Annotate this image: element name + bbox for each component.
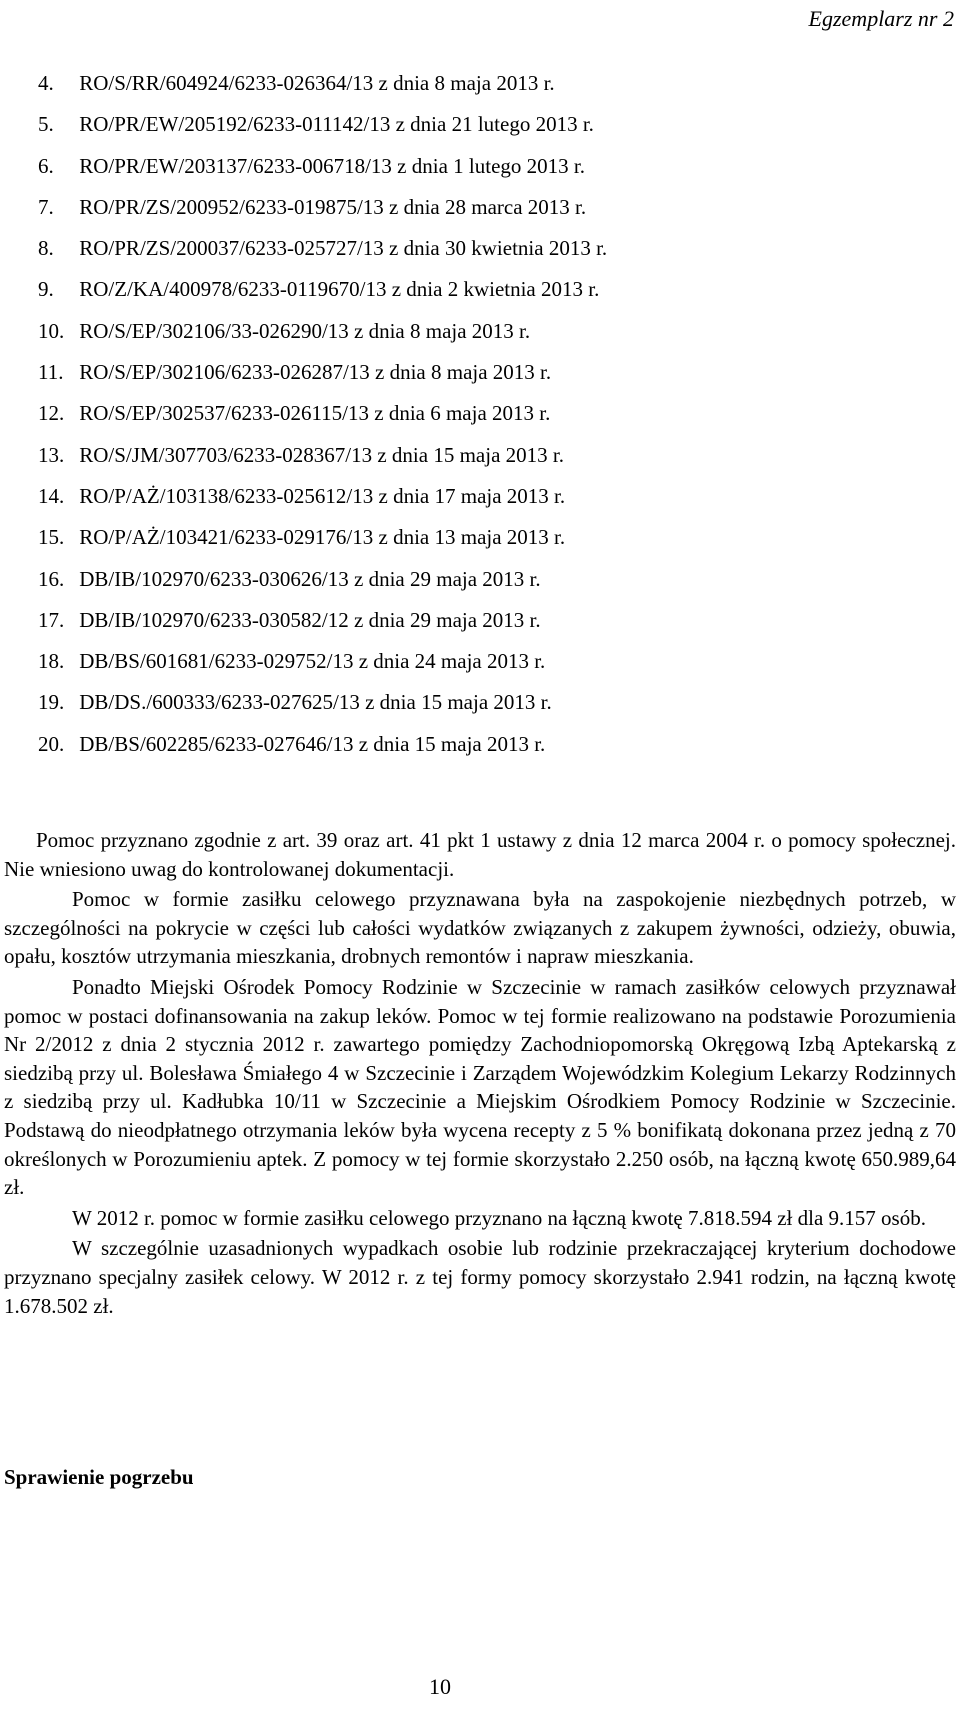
list-item-number: 5. (38, 112, 54, 137)
list-item (38, 559, 607, 600)
paragraph-2012-total: W 2012 r. pomoc w formie zasiłku celowego przyznano na łączną kwotę 7.818.594 zł dla 9.157 osób. (72, 1205, 926, 1230)
list-item-number: 4. (38, 71, 54, 95)
list-item-number: 19. (38, 690, 65, 715)
list-item-text: DB/IB/102970/6233-030626/13 z dnia 29 maja 2013 r. (79, 566, 541, 591)
list-item-text: RO/PR/ZS/200952/6233-019875/13 z dnia 28 marca 2013 r. (79, 194, 587, 219)
page-number: 10 (429, 1674, 451, 1699)
list-item-text: DB/BS/602285/6233-027646/13 z dnia 15 maja 2013 r. (79, 731, 546, 756)
list-item (38, 352, 607, 393)
list-item-number: 20. (38, 731, 65, 756)
list-item-number: 6. (38, 153, 54, 178)
list-item-number: 10. (38, 318, 65, 343)
list-item-text: RO/PR/EW/203137/6233-006718/13 z dnia 1 lutego 2013 r. (79, 153, 585, 178)
list-item (38, 682, 607, 723)
paragraph-purpose-of-aid: Pomoc w formie zasiłku celowego przyznawana była na zaspokojenie niezbędnych potrzeb, w szczególności na pokrycie w części lub całości wydatków związanych z zakupem żywności, odzieży, obuwia, opału, kosztów utrzymania mieszkania, drobnych remontów i napraw mieszkania. (4, 887, 956, 969)
list-item (38, 476, 607, 517)
list-item (38, 517, 607, 558)
list-item-text: DB/DS./600333/6233-027625/13 z dnia 15 maja 2013 r. (79, 690, 552, 715)
list-item-text: RO/S/RR/604924/6233-026364/13 z dnia 8 maja 2013 r. (79, 71, 555, 95)
list-item (38, 641, 607, 682)
list-item (38, 393, 607, 434)
list-item-number: 7. (38, 194, 54, 219)
list-item-number: 18. (38, 649, 65, 674)
list-item-number: 11. (38, 360, 64, 385)
list-item-number: 16. (38, 566, 65, 591)
list-item (38, 187, 607, 228)
paragraph-medication-aid: Ponadto Miejski Ośrodek Pomocy Rodzinie w Szczecinie w ramach zasiłków celowych przyznawał pomoc w postaci dofinansowania na zakup leków. Pomoc w tej formie realizowano na podstawie Porozumienia Nr 2/2012 z dnia 2 stycznia 2012 r. zawartego pomiędzy Zachodniopomorską Okręgową Izbą Aptekarską z siedzibą przy ul. Bolesława Śmiałego 4 w Szczecinie i Zarządem Wojewódzkim Kolegium Lekarzy Rodzinnych z siedzibą przy ul. Kadłubka 10/11 w Szczecinie a Miejskim Ośrodkiem Pomocy Rodzinie w Szczecinie. Podstawą do nieodpłatnego otrzymania leków była wycena recepty z 5 % bonifikatą dokonana przez jedną z 70 określonych w Porozumieniu aptek. Z pomocy w tej formie skorzystało 2.250 osób, na łączną kwotę 650.989,64 zł. (4, 974, 956, 1200)
list-item (38, 311, 607, 352)
list-item-text: RO/S/EP/302106/33-026290/13 z dnia 8 maja 2013 r. (79, 318, 531, 343)
list-item-number: 13. (38, 442, 65, 467)
list-item (38, 104, 607, 145)
list-item-number: 8. (38, 236, 54, 261)
list-item (38, 228, 607, 269)
list-item-text: RO/S/EP/302106/6233-026287/13 z dnia 8 maja 2013 r. (79, 360, 552, 385)
list-item (38, 600, 607, 641)
list-item-text: DB/BS/601681/6233-029752/13 z dnia 24 maja 2013 r. (79, 649, 546, 674)
list-item (38, 146, 607, 187)
list-item-text: DB/IB/102970/6233-030582/12 z dnia 29 maja 2013 r. (79, 607, 541, 632)
list-item-text: RO/Z/KA/400978/6233-0119670/13 z dnia 2 kwietnia 2013 r. (79, 277, 600, 302)
list-item-text: RO/P/AŻ/103138/6233-025612/13 z dnia 17 maja 2013 r. (79, 483, 566, 508)
list-item-text: RO/P/AŻ/103421/6233-029176/13 z dnia 13 maja 2013 r. (79, 525, 566, 550)
list-item-number: 9. (38, 277, 54, 302)
list-item-text: RO/PR/EW/205192/6233-011142/13 z dnia 21 lutego 2013 r. (79, 112, 594, 137)
decision-list (38, 63, 607, 765)
list-item (38, 724, 607, 765)
paragraph-legal-basis: Pomoc przyznano zgodnie z art. 39 oraz art. 41 pkt 1 ustawy z dnia 12 marca 2004 r. o pomocy społecznej. Nie wniesiono uwag do kontrolowanej dokumentacji. (4, 828, 956, 881)
list-item (38, 63, 607, 104)
list-item-number: 17. (38, 607, 65, 632)
list-item-text: RO/S/EP/302537/6233-026115/13 z dnia 6 maja 2013 r. (79, 401, 551, 426)
copy-label: Egzemplarz nr 2 (808, 6, 954, 31)
body-text (4, 826, 956, 1322)
list-item (38, 435, 607, 476)
list-item (38, 269, 607, 310)
section-title: Sprawienie pogrzebu (4, 1465, 194, 1489)
list-item-text: RO/S/JM/307703/6233-028367/13 z dnia 15 maja 2013 r. (79, 442, 564, 467)
list-item-number: 14. (38, 483, 65, 508)
list-item-text: RO/PR/ZS/200037/6233-025727/13 z dnia 30 kwietnia 2013 r. (79, 236, 608, 261)
list-item-number: 15. (38, 525, 65, 550)
list-item-number: 12. (38, 401, 65, 426)
paragraph-special-allowance: W szczególnie uzasadnionych wypadkach osobie lub rodzinie przekraczającej kryterium dochodowe przyznano specjalny zasiłek celowy. W 2012 r. z tej formy pomocy skorzystało 2.941 rodzin, na łączną kwotę 1.678.502 zł. (4, 1236, 956, 1318)
